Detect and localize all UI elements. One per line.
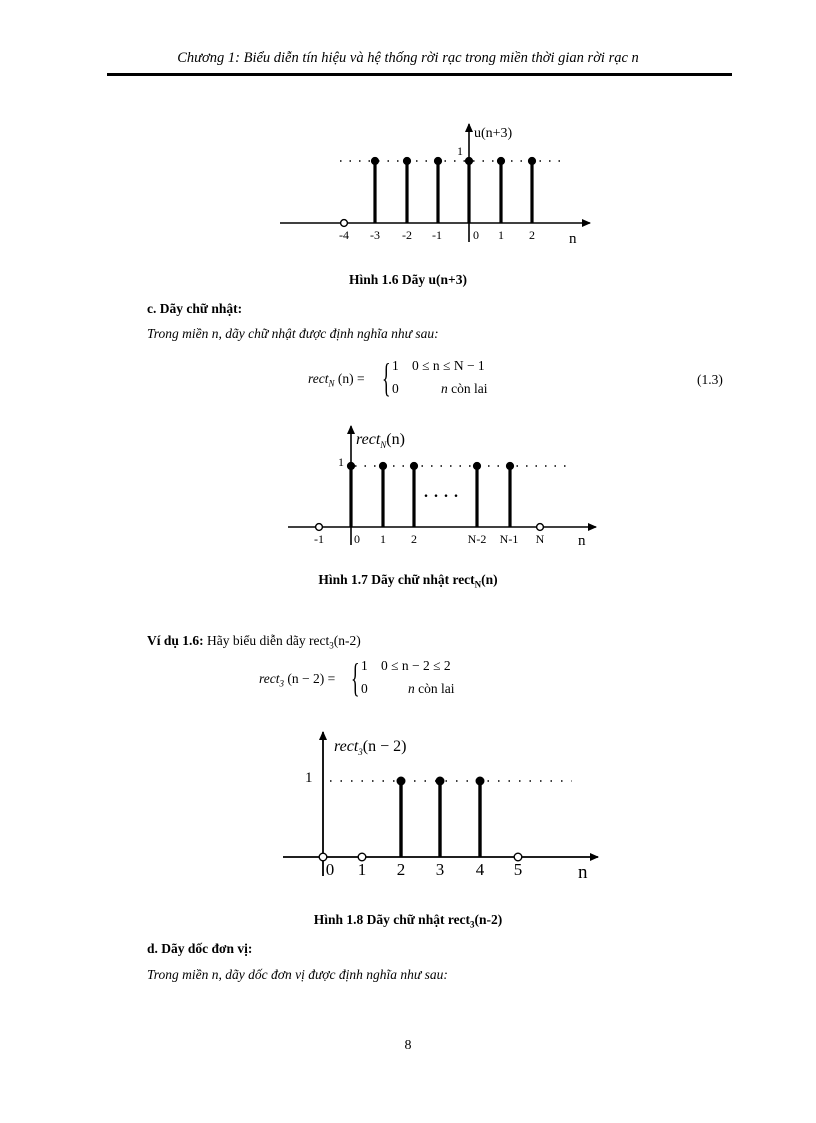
eq13-case1-val: 1 — [392, 358, 399, 373]
section-c-heading: c. Dãy chữ nhật: — [147, 301, 243, 316]
fig16-tick-label: -3 — [370, 228, 380, 242]
fig18-point — [436, 777, 444, 785]
fig17-tick-label: 1 — [380, 532, 386, 546]
running-header: Chương 1: Biểu diễn tín hiệu và hệ thống rời rạc trong miền thời gian rời rạc n — [177, 50, 639, 66]
eq13-lhs-sub: N — [328, 378, 335, 389]
eqex-brace: { — [351, 655, 360, 700]
fig18-title: rect$_3$(n − 2) — [334, 738, 407, 757]
fig18-caption-post: (n-2) — [474, 912, 503, 927]
fig18-tick-label: 4 — [475, 860, 485, 879]
fig16-tick-label: -4 — [339, 228, 349, 242]
eqex-case2-val: 0 — [361, 681, 368, 696]
page-number: 8 — [404, 1038, 412, 1053]
fig18-xlabel: n — [578, 862, 588, 883]
fig17-tick-label: 0 — [354, 532, 360, 546]
fig16-tick-label: 0 — [473, 228, 479, 242]
fig18-caption-text: Hình 1.8 Dãy chữ nhật rect — [313, 912, 471, 927]
fig16-xlabel: n — [569, 231, 577, 247]
eq13-lhs-arg: (n) = — [337, 371, 365, 386]
fig16-tick-label: -1 — [432, 228, 442, 242]
section-d-intro: Trong miền n, dãy dốc đơn vị được định nghĩa như sau: — [147, 967, 448, 982]
fig18-tick-label: 1 — [357, 860, 367, 879]
eq13-case2-val: 0 — [392, 381, 399, 396]
fig18-point — [476, 777, 484, 785]
fig17-ellipsis: . . . . — [424, 484, 459, 501]
fig17-tick-label: N-1 — [499, 532, 519, 546]
eqex-lhs-name: rect — [259, 671, 280, 686]
fig17-tick-label: N-2 — [467, 532, 487, 546]
eqex-lhs-sub: 3 — [279, 678, 284, 689]
fig17-caption-post: (n) — [481, 572, 498, 587]
fig18-caption-sub: 3 — [470, 919, 475, 930]
fig18-tick-label: 2 — [396, 860, 406, 879]
example-text-sub: 3 — [329, 640, 334, 651]
eq13-case2-cond: còn lai — [451, 381, 488, 396]
fig18-caption — [0, 912, 816, 930]
fig17-caption-sub: N — [474, 579, 482, 590]
eq13-brace: { — [382, 355, 391, 400]
fig18-point — [397, 777, 405, 785]
fig17-tick-label: 2 — [411, 532, 417, 546]
example-label: Ví dụ 1.6: — [147, 633, 204, 648]
fig16-one-label: 1 — [457, 144, 463, 158]
eqex-case2-cond: còn lai — [418, 681, 455, 696]
fig18-tick-label: 0 — [325, 860, 335, 879]
fig17-tick-label: -1 — [314, 532, 324, 546]
eq13-case1-cond: 0 ≤ n ≤ N − 1 — [412, 358, 485, 373]
example-text: Hãy biểu diễn dãy rect — [203, 633, 330, 648]
eqex-lhs-arg: (n − 2) = — [287, 671, 336, 686]
fig18-tick-label: 5 — [513, 860, 523, 879]
example-text-post: (n-2) — [333, 633, 361, 648]
eq13-case2-var: n — [441, 381, 448, 396]
fig18-one-label: 1 — [305, 770, 313, 786]
fig16-title: u(n+3) — [474, 126, 513, 141]
eqex-case1-cond: 0 ≤ n − 2 ≤ 2 — [381, 658, 451, 673]
fig17-tick-label: N — [535, 532, 545, 546]
fig18-tick-label: 3 — [435, 860, 445, 879]
fig17-caption-text: Hình 1.7 Dãy chữ nhật rect — [318, 572, 475, 587]
fig16-tick-label: 2 — [529, 228, 535, 242]
section-c-intro: Trong miền n, dãy chữ nhật được định nghĩa như sau: — [147, 326, 439, 341]
eq13-lhs-name: rect — [308, 371, 329, 386]
fig16-tick-label: -2 — [402, 228, 412, 242]
fig17-xlabel: n — [578, 533, 586, 549]
fig16-caption: Hình 1.6 Dãy u(n+3) — [349, 272, 467, 287]
section-d-heading: d. Dãy dốc đơn vị: — [147, 941, 253, 956]
fig17-one-label: 1 — [338, 455, 344, 469]
fig17-title: rect$_N$(n) — [356, 431, 405, 450]
eq13-number: (1.3) — [697, 372, 723, 387]
eqex-case1-val: 1 — [361, 658, 368, 673]
fig16-tick-label: 1 — [498, 228, 504, 242]
eqex-case2-var: n — [408, 681, 415, 696]
